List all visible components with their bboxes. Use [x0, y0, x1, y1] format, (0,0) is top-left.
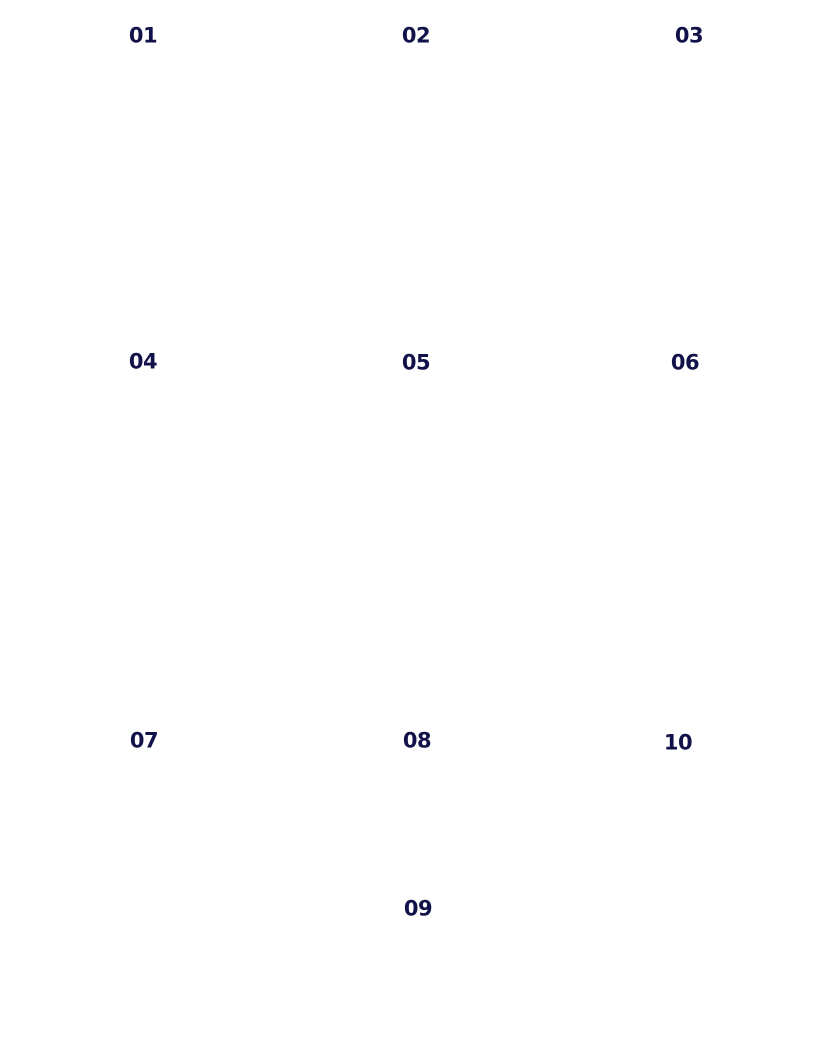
number-label-01: 01 [128, 23, 158, 48]
number-label-10: 10 [663, 730, 693, 755]
number-label-08: 08 [402, 728, 432, 753]
number-label-06: 06 [670, 350, 700, 375]
number-label-07: 07 [129, 728, 159, 753]
number-label-04: 04 [128, 349, 158, 374]
number-label-03: 03 [674, 23, 704, 48]
number-label-09: 09 [403, 896, 433, 921]
number-label-02: 02 [401, 23, 431, 48]
number-label-05: 05 [401, 350, 431, 375]
